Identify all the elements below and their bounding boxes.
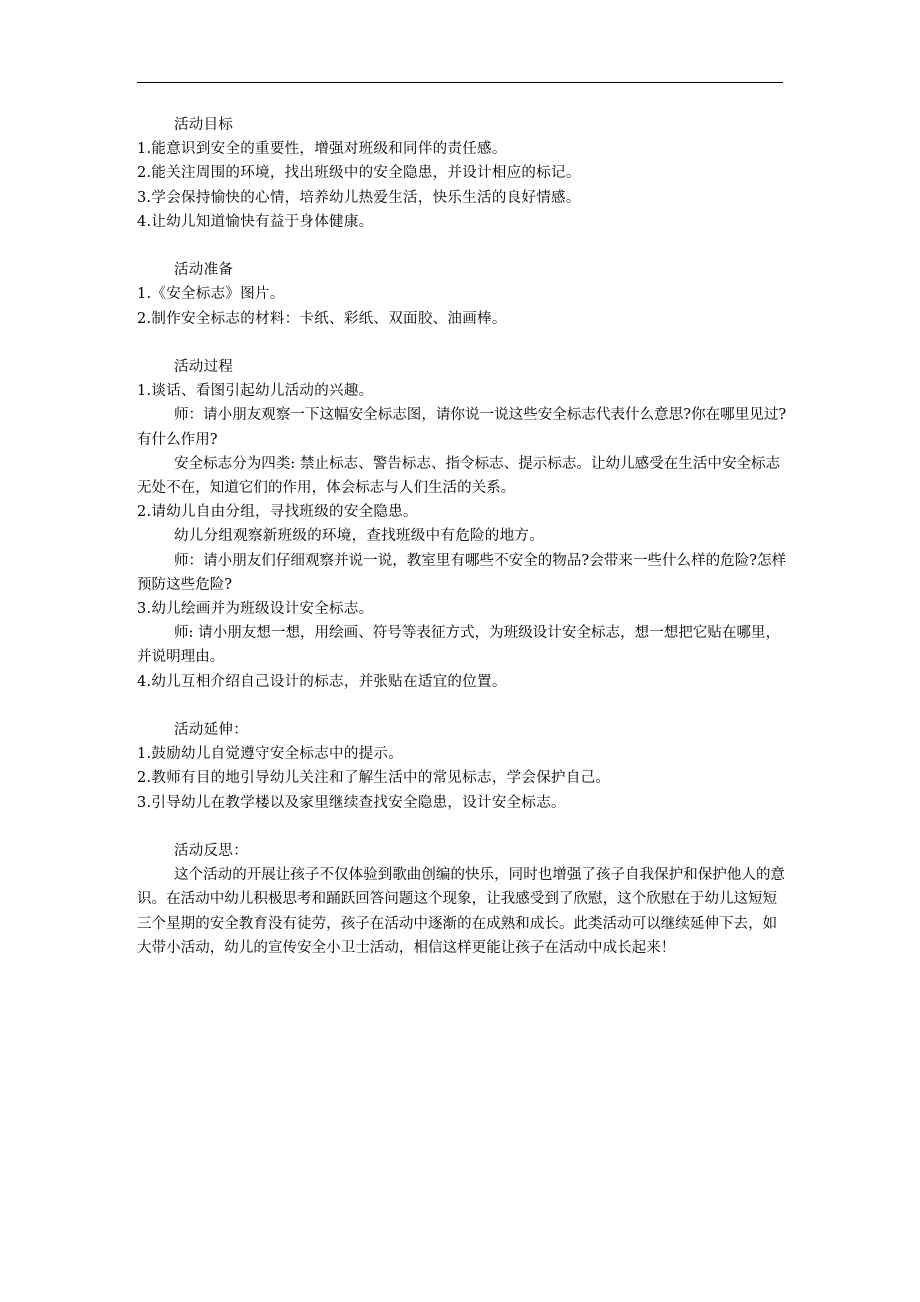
process-step: 1.谈话、看图引起幼儿活动的兴趣。: [137, 383, 374, 400]
section-process: [137, 355, 787, 694]
section-extension: [137, 718, 787, 815]
goal-item: 4.让幼儿知道愉快有益于身体健康。: [137, 213, 374, 230]
goal-item: 1.能意识到安全的重要性，增强对班级和同伴的责任感。: [137, 141, 507, 158]
document-body: [137, 113, 787, 960]
extension-item: 2.教师有目的地引导幼儿关注和了解生活中的常见标志，学会保护自己。: [137, 770, 611, 787]
header-rule: [137, 82, 783, 83]
preparation-item: 2.制作安全标志的材料：卡纸、彩纸、双面胶、油画棒。: [137, 310, 507, 327]
process-detail: 幼儿分组观察新班级的环境，查找班级中有危险的地方。: [174, 528, 544, 545]
process-step: 4.幼儿互相介绍自己设计的标志，并张贴在适宜的位置。: [137, 673, 507, 690]
process-step: 3.幼儿绘画并为班级设计安全标志。: [137, 601, 374, 618]
goal-item: 3.学会保持愉快的心情，培养幼儿热爱生活，快乐生活的良好情感。: [137, 189, 581, 206]
preparation-item: 1.《安全标志》图片。: [137, 286, 285, 303]
section-heading-extension: 活动延伸：: [174, 722, 248, 739]
extension-item: 3.引导幼儿在教学楼以及家里继续查找安全隐患，设计安全标志。: [137, 794, 566, 811]
process-teacher-prompt: 师：请小朋友观察一下这幅安全标志图，请你说一说这些安全标志代表什么意思?你在哪里见过?有什么作用?: [137, 407, 787, 448]
section-goals: [137, 113, 787, 234]
section-heading-preparation: 活动准备: [174, 262, 234, 279]
process-teacher-prompt: 师：请小朋友们仔细观察并说一说，教室里有哪些不安全的物品?会带来一些什么样的危险?怎样预防这些危险?: [137, 552, 787, 593]
section-heading-reflection: 活动反思：: [174, 843, 248, 860]
section-heading-process: 活动过程: [174, 359, 234, 375]
extension-item: 1.鼓励幼儿自觉遵守安全标志中的提示。: [137, 746, 404, 763]
section-heading-goals: 活动目标: [174, 117, 234, 133]
goal-item: 2.能关注周围的环境，找出班级中的安全隐患，并设计相应的标记。: [137, 165, 581, 182]
process-explanation: 安全标志分为四类: 禁止标志、警告标志、指令标志、提示标志。让幼儿感受在生活中安全标志无处不在，知道它们的作用，体会标志与人们生活的关系。: [137, 455, 781, 497]
process-teacher-prompt: 师: 请小朋友想一想，用绘画、符号等表征方式，为班级设计安全标志，想一想把它贴在哪里，并说明理由。: [137, 625, 781, 666]
reflection-body: 这个活动的开展让孩子不仅体验到歌曲创编的快乐，同时也增强了孩子自我保护和保护他人的意识。在活动中幼儿积极思考和踊跃回答问题这个现象，让我感受到了欣慰，这个欣慰在于幼儿这短短三个星期的安全教育没有徒劳，孩子在活动中逐渐的在成熟和成长。此类活动可以继续延伸下去，如大带小活动，幼儿的宣传安全小卫士活动，相信这样更能让孩子在活动中成长起来！: [137, 867, 786, 956]
section-reflection: [137, 839, 787, 960]
process-step: 2.请幼儿自由分组，寻找班级的安全隐患。: [137, 504, 418, 521]
section-preparation: [137, 258, 787, 331]
